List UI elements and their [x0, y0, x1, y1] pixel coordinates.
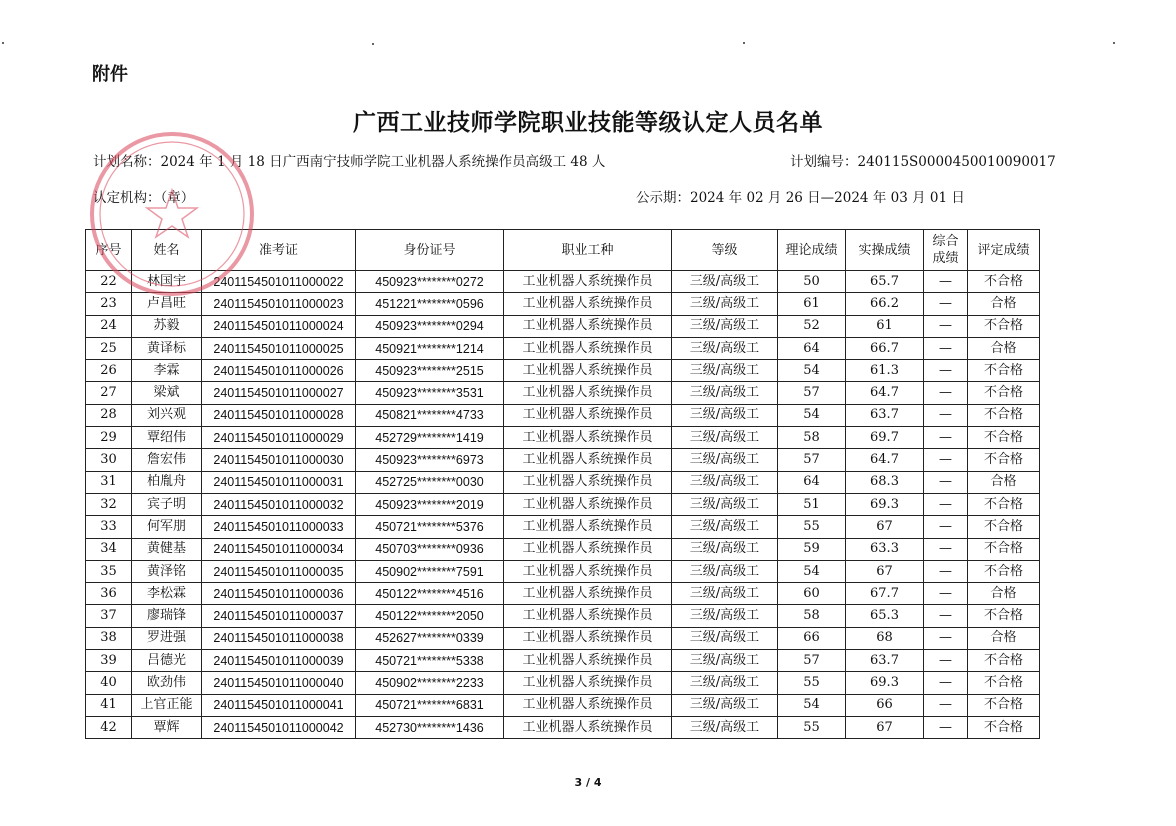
practical-score-cell: 69.3 — [846, 493, 924, 515]
result-cell: 不合格 — [968, 315, 1040, 337]
occupation-cell: 工业机器人系统操作员 — [504, 538, 672, 560]
practical-score-cell: 66.2 — [846, 293, 924, 315]
practical-score-cell: 61 — [846, 315, 924, 337]
header-cell: 准考证 — [202, 230, 356, 271]
id-number-cell: 452627********0339 — [356, 627, 504, 649]
occupation-cell: 工业机器人系统操作员 — [504, 672, 672, 694]
practical-score-cell: 67 — [846, 716, 924, 738]
overall-score-cell: — — [924, 271, 968, 293]
result-cell: 不合格 — [968, 605, 1040, 627]
exam-id-cell: 2401154501011000033 — [202, 516, 356, 538]
level-cell: 三级/高级工 — [672, 650, 778, 672]
result-cell: 合格 — [968, 471, 1040, 493]
practical-score-cell: 69.7 — [846, 427, 924, 449]
occupation-cell: 工业机器人系统操作员 — [504, 427, 672, 449]
overall-score-cell: — — [924, 404, 968, 426]
table-row — [86, 716, 1040, 738]
practical-score-cell: 61.3 — [846, 360, 924, 382]
id-number-cell: 450923********6973 — [356, 449, 504, 471]
practical-score-cell: 63.7 — [846, 404, 924, 426]
level-cell: 三级/高级工 — [672, 404, 778, 426]
overall-score-cell: — — [924, 382, 968, 404]
name-cell: 林国宇 — [132, 271, 202, 293]
overall-score-cell: — — [924, 449, 968, 471]
level-cell: 三级/高级工 — [672, 694, 778, 716]
theory-score-cell: 60 — [778, 583, 846, 605]
notice-period: 公示期：2024 年 02 月 26 日—2024 年 03 月 01 日 — [636, 190, 965, 206]
exam-id-cell: 2401154501011000028 — [202, 404, 356, 426]
id-number-cell: 450902********7591 — [356, 560, 504, 582]
header-cell: 实操成绩 — [846, 230, 924, 271]
overall-score-cell: — — [924, 694, 968, 716]
serial-cell: 29 — [86, 427, 132, 449]
document-title: 广西工业技师学院职业技能等级认定人员名单 — [353, 110, 823, 136]
result-cell: 不合格 — [968, 560, 1040, 582]
theory-score-cell: 57 — [778, 650, 846, 672]
practical-score-cell: 66 — [846, 694, 924, 716]
serial-cell: 34 — [86, 538, 132, 560]
exam-id-cell: 2401154501011000030 — [202, 449, 356, 471]
name-cell: 黄译标 — [132, 337, 202, 359]
table-row — [86, 538, 1040, 560]
name-cell: 黄健基 — [132, 538, 202, 560]
overall-score-cell: — — [924, 293, 968, 315]
page-number: 3 / 4 — [574, 776, 602, 789]
name-cell: 何军朋 — [132, 516, 202, 538]
table-row — [86, 315, 1040, 337]
overall-score-cell: — — [924, 493, 968, 515]
serial-cell: 31 — [86, 471, 132, 493]
result-cell: 合格 — [968, 627, 1040, 649]
name-cell: 上官正能 — [132, 694, 202, 716]
theory-score-cell: 64 — [778, 337, 846, 359]
overall-score-cell: — — [924, 583, 968, 605]
level-cell: 三级/高级工 — [672, 271, 778, 293]
overall-score-cell: — — [924, 560, 968, 582]
serial-cell: 23 — [86, 293, 132, 315]
overall-score-cell: — — [924, 427, 968, 449]
theory-score-cell: 57 — [778, 382, 846, 404]
table-row — [86, 694, 1040, 716]
serial-cell: 22 — [86, 271, 132, 293]
level-cell: 三级/高级工 — [672, 493, 778, 515]
name-cell: 宾子明 — [132, 493, 202, 515]
name-cell: 吕德光 — [132, 650, 202, 672]
header-cell: 评定成绩 — [968, 230, 1040, 271]
name-cell: 詹宏伟 — [132, 449, 202, 471]
table-header-row — [86, 230, 1040, 271]
level-cell: 三级/高级工 — [672, 427, 778, 449]
name-cell: 李松霖 — [132, 583, 202, 605]
table-row — [86, 650, 1040, 672]
serial-cell: 37 — [86, 605, 132, 627]
overall-score-cell: — — [924, 716, 968, 738]
occupation-cell: 工业机器人系统操作员 — [504, 315, 672, 337]
practical-score-cell: 64.7 — [846, 382, 924, 404]
name-cell: 罗进强 — [132, 627, 202, 649]
overall-score-cell: — — [924, 360, 968, 382]
level-cell: 三级/高级工 — [672, 672, 778, 694]
name-cell: 黄泽铭 — [132, 560, 202, 582]
result-cell: 不合格 — [968, 516, 1040, 538]
serial-cell: 24 — [86, 315, 132, 337]
overall-score-cell: — — [924, 337, 968, 359]
practical-score-cell: 68.3 — [846, 471, 924, 493]
practical-score-cell: 65.3 — [846, 605, 924, 627]
result-cell: 不合格 — [968, 382, 1040, 404]
occupation-cell: 工业机器人系统操作员 — [504, 716, 672, 738]
result-cell: 不合格 — [968, 672, 1040, 694]
table-row — [86, 382, 1040, 404]
theory-score-cell: 54 — [778, 694, 846, 716]
id-number-cell: 450721********5338 — [356, 650, 504, 672]
id-number-cell: 450923********0272 — [356, 271, 504, 293]
exam-id-cell: 2401154501011000022 — [202, 271, 356, 293]
practical-score-cell: 68 — [846, 627, 924, 649]
exam-id-cell: 2401154501011000035 — [202, 560, 356, 582]
table-row — [86, 271, 1040, 293]
occupation-cell: 工业机器人系统操作员 — [504, 360, 672, 382]
level-cell: 三级/高级工 — [672, 627, 778, 649]
occupation-cell: 工业机器人系统操作员 — [504, 493, 672, 515]
name-cell: 卢昌旺 — [132, 293, 202, 315]
roster-body — [86, 271, 1040, 739]
id-number-cell: 450821********4733 — [356, 404, 504, 426]
theory-score-cell: 57 — [778, 449, 846, 471]
occupation-cell: 工业机器人系统操作员 — [504, 471, 672, 493]
practical-score-cell: 67.7 — [846, 583, 924, 605]
table-row — [86, 493, 1040, 515]
id-number-cell: 452729********1419 — [356, 427, 504, 449]
name-cell: 覃绍伟 — [132, 427, 202, 449]
exam-id-cell: 2401154501011000038 — [202, 627, 356, 649]
overall-score-cell: — — [924, 627, 968, 649]
occupation-cell: 工业机器人系统操作员 — [504, 293, 672, 315]
exam-id-cell: 2401154501011000023 — [202, 293, 356, 315]
id-number-cell: 452730********1436 — [356, 716, 504, 738]
result-cell: 不合格 — [968, 404, 1040, 426]
name-cell: 李霖 — [132, 360, 202, 382]
header-cell — [924, 230, 968, 271]
level-cell: 三级/高级工 — [672, 382, 778, 404]
practical-score-cell: 63.3 — [846, 538, 924, 560]
exam-id-cell: 2401154501011000031 — [202, 471, 356, 493]
practical-score-cell: 67 — [846, 560, 924, 582]
table-row — [86, 404, 1040, 426]
table-row — [86, 360, 1040, 382]
serial-cell: 32 — [86, 493, 132, 515]
id-number-cell: 451221********0596 — [356, 293, 504, 315]
header-cell: 职业工种 — [504, 230, 672, 271]
exam-id-cell: 2401154501011000042 — [202, 716, 356, 738]
header-cell: 姓名 — [132, 230, 202, 271]
practical-score-cell: 63.7 — [846, 650, 924, 672]
theory-score-cell: 66 — [778, 627, 846, 649]
occupation-cell: 工业机器人系统操作员 — [504, 560, 672, 582]
id-number-cell: 450122********4516 — [356, 583, 504, 605]
occupation-cell: 工业机器人系统操作员 — [504, 404, 672, 426]
overall-score-cell: — — [924, 471, 968, 493]
table-row — [86, 337, 1040, 359]
name-cell: 苏毅 — [132, 315, 202, 337]
result-cell: 不合格 — [968, 449, 1040, 471]
id-number-cell: 450122********2050 — [356, 605, 504, 627]
result-cell: 不合格 — [968, 360, 1040, 382]
scan-speck — [2, 42, 4, 44]
result-cell: 合格 — [968, 337, 1040, 359]
table-row — [86, 560, 1040, 582]
overall-score-cell: — — [924, 516, 968, 538]
header-cell: 身份证号 — [356, 230, 504, 271]
occupation-cell: 工业机器人系统操作员 — [504, 516, 672, 538]
level-cell: 三级/高级工 — [672, 293, 778, 315]
occupation-cell: 工业机器人系统操作员 — [504, 650, 672, 672]
id-number-cell: 450923********2019 — [356, 493, 504, 515]
table-row — [86, 427, 1040, 449]
serial-cell: 33 — [86, 516, 132, 538]
name-cell: 廖瑞锋 — [132, 605, 202, 627]
header-cell: 序号 — [86, 230, 132, 271]
exam-id-cell: 2401154501011000025 — [202, 337, 356, 359]
occupation-cell: 工业机器人系统操作员 — [504, 449, 672, 471]
serial-cell: 36 — [86, 583, 132, 605]
theory-score-cell: 54 — [778, 404, 846, 426]
theory-score-cell: 55 — [778, 516, 846, 538]
level-cell: 三级/高级工 — [672, 360, 778, 382]
name-cell: 欧劲伟 — [132, 672, 202, 694]
table-row — [86, 516, 1040, 538]
result-cell: 不合格 — [968, 538, 1040, 560]
serial-cell: 39 — [86, 650, 132, 672]
theory-score-cell: 52 — [778, 315, 846, 337]
id-number-cell: 450703********0936 — [356, 538, 504, 560]
table-row — [86, 672, 1040, 694]
table-row — [86, 293, 1040, 315]
serial-cell: 28 — [86, 404, 132, 426]
result-cell: 不合格 — [968, 271, 1040, 293]
level-cell: 三级/高级工 — [672, 449, 778, 471]
serial-cell: 38 — [86, 627, 132, 649]
exam-id-cell: 2401154501011000040 — [202, 672, 356, 694]
theory-score-cell: 51 — [778, 493, 846, 515]
result-cell: 不合格 — [968, 650, 1040, 672]
scan-speck — [1113, 42, 1115, 44]
overall-score-cell: — — [924, 315, 968, 337]
theory-score-cell: 54 — [778, 360, 846, 382]
theory-score-cell: 55 — [778, 716, 846, 738]
theory-score-cell: 58 — [778, 427, 846, 449]
exam-id-cell: 2401154501011000026 — [202, 360, 356, 382]
serial-cell: 41 — [86, 694, 132, 716]
practical-score-cell: 69.3 — [846, 672, 924, 694]
serial-cell: 26 — [86, 360, 132, 382]
practical-score-cell: 66.7 — [846, 337, 924, 359]
occupation-cell: 工业机器人系统操作员 — [504, 271, 672, 293]
id-number-cell: 450923********0294 — [356, 315, 504, 337]
result-cell: 不合格 — [968, 427, 1040, 449]
id-number-cell: 450721********5376 — [356, 516, 504, 538]
table-row — [86, 627, 1040, 649]
exam-id-cell: 2401154501011000041 — [202, 694, 356, 716]
theory-score-cell: 58 — [778, 605, 846, 627]
overall-score-cell: — — [924, 538, 968, 560]
scan-speck — [743, 42, 745, 44]
exam-id-cell: 2401154501011000024 — [202, 315, 356, 337]
level-cell: 三级/高级工 — [672, 583, 778, 605]
name-cell: 梁斌 — [132, 382, 202, 404]
result-cell: 不合格 — [968, 716, 1040, 738]
occupation-cell: 工业机器人系统操作员 — [504, 382, 672, 404]
practical-score-cell: 67 — [846, 516, 924, 538]
id-number-cell: 450923********2515 — [356, 360, 504, 382]
table-row — [86, 471, 1040, 493]
result-cell: 不合格 — [968, 694, 1040, 716]
serial-cell: 27 — [86, 382, 132, 404]
level-cell: 三级/高级工 — [672, 538, 778, 560]
table-row — [86, 583, 1040, 605]
level-cell: 三级/高级工 — [672, 516, 778, 538]
exam-id-cell: 2401154501011000029 — [202, 427, 356, 449]
level-cell: 三级/高级工 — [672, 605, 778, 627]
result-cell: 不合格 — [968, 493, 1040, 515]
level-cell: 三级/高级工 — [672, 560, 778, 582]
exam-id-cell: 2401154501011000032 — [202, 493, 356, 515]
theory-score-cell: 55 — [778, 672, 846, 694]
id-number-cell: 450721********6831 — [356, 694, 504, 716]
overall-score-cell: — — [924, 650, 968, 672]
occupation-cell: 工业机器人系统操作员 — [504, 583, 672, 605]
occupation-cell: 工业机器人系统操作员 — [504, 627, 672, 649]
exam-id-cell: 2401154501011000034 — [202, 538, 356, 560]
plan-number: 计划编号：240115S0000450010090017 — [790, 154, 1056, 170]
level-cell: 三级/高级工 — [672, 471, 778, 493]
serial-cell: 35 — [86, 560, 132, 582]
serial-cell: 40 — [86, 672, 132, 694]
exam-id-cell: 2401154501011000037 — [202, 605, 356, 627]
id-number-cell: 450921********1214 — [356, 337, 504, 359]
theory-score-cell: 64 — [778, 471, 846, 493]
exam-id-cell: 2401154501011000027 — [202, 382, 356, 404]
theory-score-cell: 54 — [778, 560, 846, 582]
attachment-label: 附件 — [92, 64, 128, 85]
certifying-body: 认定机构：（章） — [93, 190, 195, 206]
id-number-cell: 452725********0030 — [356, 471, 504, 493]
level-cell: 三级/高级工 — [672, 315, 778, 337]
overall-score-cell: — — [924, 605, 968, 627]
theory-score-cell: 50 — [778, 271, 846, 293]
name-cell: 覃辉 — [132, 716, 202, 738]
serial-cell: 30 — [86, 449, 132, 471]
occupation-cell: 工业机器人系统操作员 — [504, 605, 672, 627]
result-cell: 合格 — [968, 293, 1040, 315]
theory-score-cell: 61 — [778, 293, 846, 315]
practical-score-cell: 64.7 — [846, 449, 924, 471]
name-cell: 柏胤舟 — [132, 471, 202, 493]
roster-table — [85, 229, 1040, 739]
id-number-cell: 450902********2233 — [356, 672, 504, 694]
header-cell: 等级 — [672, 230, 778, 271]
table-row — [86, 605, 1040, 627]
id-number-cell: 450923********3531 — [356, 382, 504, 404]
name-cell: 刘兴观 — [132, 404, 202, 426]
overall-score-cell: — — [924, 672, 968, 694]
serial-cell: 25 — [86, 337, 132, 359]
occupation-cell: 工业机器人系统操作员 — [504, 337, 672, 359]
serial-cell: 42 — [86, 716, 132, 738]
practical-score-cell: 65.7 — [846, 271, 924, 293]
level-cell: 三级/高级工 — [672, 716, 778, 738]
plan-name: 计划名称：2024 年 1 月 18 日广西南宁技师学院工业机器人系统操作员高级工 48 人 — [93, 154, 606, 170]
result-cell: 合格 — [968, 583, 1040, 605]
exam-id-cell: 2401154501011000039 — [202, 650, 356, 672]
exam-id-cell: 2401154501011000036 — [202, 583, 356, 605]
header-cell-text: 综合成绩 — [932, 234, 959, 266]
header-cell: 理论成绩 — [778, 230, 846, 271]
level-cell: 三级/高级工 — [672, 337, 778, 359]
scan-speck — [372, 43, 374, 45]
table-row — [86, 449, 1040, 471]
occupation-cell: 工业机器人系统操作员 — [504, 694, 672, 716]
theory-score-cell: 59 — [778, 538, 846, 560]
